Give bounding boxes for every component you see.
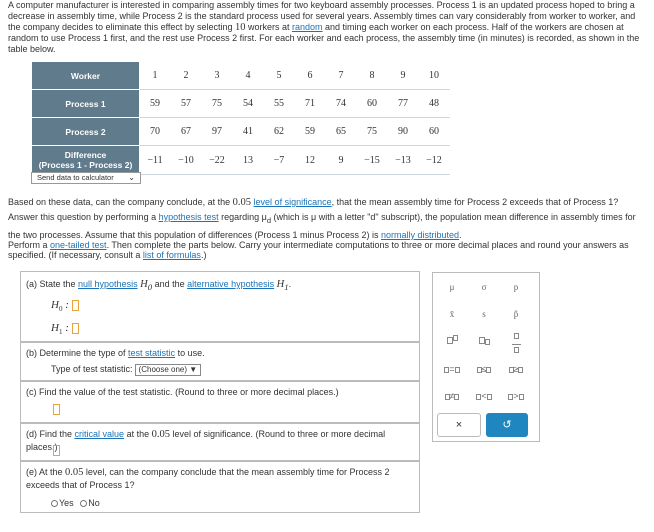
worker-cell: 10 bbox=[419, 62, 450, 90]
normally-distributed-link[interactable]: normally distributed bbox=[381, 229, 460, 240]
random-link[interactable]: random bbox=[291, 22, 323, 32]
worker-cell: 7 bbox=[326, 62, 357, 90]
part-e-box bbox=[20, 461, 420, 513]
h0-input[interactable] bbox=[72, 300, 79, 311]
process1-cell: 71 bbox=[295, 90, 326, 118]
process2-cell: 60 bbox=[419, 118, 450, 146]
s-button[interactable]: s bbox=[482, 309, 486, 319]
test-statistic-select[interactable]: (Choose one) ▼ bbox=[135, 364, 202, 376]
equals-button[interactable]: = bbox=[441, 364, 463, 374]
level-of-significance-link[interactable]: level of significance bbox=[253, 197, 332, 207]
process1-cell: 59 bbox=[140, 90, 171, 118]
worker-cell: 4 bbox=[233, 62, 264, 90]
part-b-prompt: (b) Determine the type of test statistic to use. bbox=[26, 348, 205, 358]
worker-cell: 5 bbox=[264, 62, 295, 90]
process2-cell: 90 bbox=[388, 118, 419, 146]
h0-row: $H_0$ : bbox=[51, 299, 79, 313]
process1-cell: 55 bbox=[264, 90, 295, 118]
process2-cell: 70 bbox=[140, 118, 171, 146]
worker-header: Worker bbox=[32, 62, 140, 90]
subscript-icon[interactable] bbox=[473, 335, 495, 345]
h1-input[interactable] bbox=[72, 323, 79, 334]
process2-cell: 67 bbox=[171, 118, 202, 146]
greater-equal-button[interactable]: ≥ bbox=[505, 364, 527, 374]
clear-button[interactable] bbox=[437, 413, 481, 437]
difference-header: Difference (Process 1 - Process 2) bbox=[32, 146, 140, 175]
worker-row bbox=[32, 62, 450, 90]
undo-icon: ↺ bbox=[502, 419, 512, 431]
process2-header: Process 2 bbox=[32, 118, 140, 146]
process1-cell: 54 bbox=[233, 90, 264, 118]
difference-cell: −11 bbox=[140, 146, 171, 175]
data-table bbox=[31, 61, 450, 175]
process2-cell: 62 bbox=[264, 118, 295, 146]
sigma-button[interactable]: σ bbox=[481, 282, 487, 292]
part-c-box bbox=[20, 381, 420, 423]
process2-row bbox=[32, 118, 450, 146]
process1-row bbox=[32, 90, 450, 118]
less-than-button[interactable]: < bbox=[473, 391, 495, 401]
difference-row bbox=[32, 146, 450, 175]
one-tailed-test-link[interactable]: one-tailed test bbox=[50, 240, 107, 250]
instructions-paragraph: Perform a one-tailed test. Then complete the parts below. Carry your intermediate computations to three or more decimal places and round your answers as specified. (If necessary, consult a list of formulas.) bbox=[8, 240, 629, 260]
type-row: Type of test statistic: (Choose one) ▼ bbox=[51, 364, 201, 376]
process1-cell: 48 bbox=[419, 90, 450, 118]
worker-cell: 3 bbox=[202, 62, 233, 90]
phat-button[interactable]: p̂ bbox=[513, 309, 519, 319]
process1-header: Process 1 bbox=[32, 90, 140, 118]
process1-cell: 74 bbox=[326, 90, 357, 118]
problem-intro: A computer manufacturer is interested in comparing assembly times for two keyboard assembly processes. Process 1 is an updated process hoped to bring a decrease in assembly time, while Process 2 is the standard process used for several years. Assembly times can vary considerably from worker to worker, and the company decides to eliminate this effect by selecting 10 workers at random and timing each worker on each process. Half of the workers are chosen at random to use Process 1 first, and the rest use Process 2 first. For each worker and each process, the assembly time (in minutes) is recorded, as shown in the table below. bbox=[8, 0, 640, 54]
superscript-icon[interactable] bbox=[441, 335, 463, 345]
process1-cell: 57 bbox=[171, 90, 202, 118]
part-c-prompt: (c) Find the value of the test statistic. (Round to three or more decimal places.) bbox=[26, 387, 339, 397]
worker-cell: 9 bbox=[388, 62, 419, 90]
part-d-prompt: (d) Find the critical value at the 0.05 level of significance. (Round to three or more decimal places.) bbox=[26, 429, 386, 452]
null-hypothesis-link[interactable]: null hypothesis bbox=[78, 279, 138, 289]
mu-button[interactable]: μ bbox=[449, 282, 455, 292]
difference-cell: 12 bbox=[295, 146, 326, 175]
process2-cell: 65 bbox=[326, 118, 357, 146]
process2-cell: 41 bbox=[233, 118, 264, 146]
difference-cell: −12 bbox=[419, 146, 450, 175]
difference-cell: 9 bbox=[326, 146, 357, 175]
difference-cell: −15 bbox=[357, 146, 388, 175]
fraction-icon[interactable] bbox=[505, 332, 527, 353]
worker-cell: 8 bbox=[357, 62, 388, 90]
part-e-prompt: (e) At the 0.05 level, can the company conclude that the mean assembly time for Process 2 exceeds that of Process 1? bbox=[26, 467, 390, 490]
difference-cell: −7 bbox=[264, 146, 295, 175]
critical-value-link[interactable]: critical value bbox=[74, 429, 125, 439]
difference-cell: 13 bbox=[233, 146, 264, 175]
part-b-box bbox=[20, 342, 420, 381]
test-statistic-input[interactable] bbox=[53, 404, 60, 415]
question-paragraph: Based on these data, can the company conclude, at the 0.05 level of significance, that the mean assembly time for Process 2 exceeds that of Process 1? Answer this question by performing a hypothesis test regarding $\mu_d$ (which is μ with a letter "d" subscript), the population mean difference in assembly times for the two processes. Assume that this population of differences (Process 1 minus Process 2) is normally distributed. bbox=[8, 197, 636, 240]
part-a-prompt: (a) State the null hypothesis $H_0$ and the alternative hypothesis $H_1$. bbox=[26, 279, 292, 293]
n-workers: 10 bbox=[234, 22, 246, 33]
process2-cell: 59 bbox=[295, 118, 326, 146]
part-a-box bbox=[20, 271, 420, 342]
send-data-dropdown[interactable]: Send data to calculator ⌄ bbox=[31, 172, 141, 184]
test-statistic-link[interactable]: test statistic bbox=[128, 348, 176, 358]
worker-cell: 6 bbox=[295, 62, 326, 90]
process2-cell: 75 bbox=[357, 118, 388, 146]
worker-cell: 2 bbox=[171, 62, 202, 90]
difference-cell: −13 bbox=[388, 146, 419, 175]
process1-cell: 77 bbox=[388, 90, 419, 118]
not-equal-button[interactable]: ≠ bbox=[441, 391, 463, 401]
less-equal-button[interactable]: ≤ bbox=[473, 364, 495, 374]
no-radio[interactable] bbox=[80, 500, 87, 507]
chevron-down-icon: ⌄ bbox=[128, 173, 135, 182]
process1-cell: 75 bbox=[202, 90, 233, 118]
undo-button[interactable] bbox=[486, 413, 528, 437]
difference-cell: −22 bbox=[202, 146, 233, 175]
hypothesis-test-link[interactable]: hypothesis test bbox=[158, 212, 219, 222]
greater-than-button[interactable]: > bbox=[505, 391, 527, 401]
critical-value-input[interactable] bbox=[53, 445, 60, 456]
list-of-formulas-link[interactable]: list of formulas bbox=[142, 250, 201, 260]
close-icon: × bbox=[455, 419, 463, 431]
process2-cell: 97 bbox=[202, 118, 233, 146]
part-d-box bbox=[20, 423, 420, 461]
p-button[interactable]: p bbox=[513, 282, 519, 292]
h1-row: $H_1$ : bbox=[51, 322, 79, 336]
yes-no-options: Yes No bbox=[51, 498, 100, 508]
alternative-hypothesis-link[interactable]: alternative hypothesis bbox=[187, 279, 275, 289]
worker-cell: 1 bbox=[140, 62, 171, 90]
xbar-button[interactable]: x̄ bbox=[449, 309, 455, 319]
yes-radio[interactable] bbox=[51, 500, 58, 507]
process1-cell: 60 bbox=[357, 90, 388, 118]
difference-cell: −10 bbox=[171, 146, 202, 175]
